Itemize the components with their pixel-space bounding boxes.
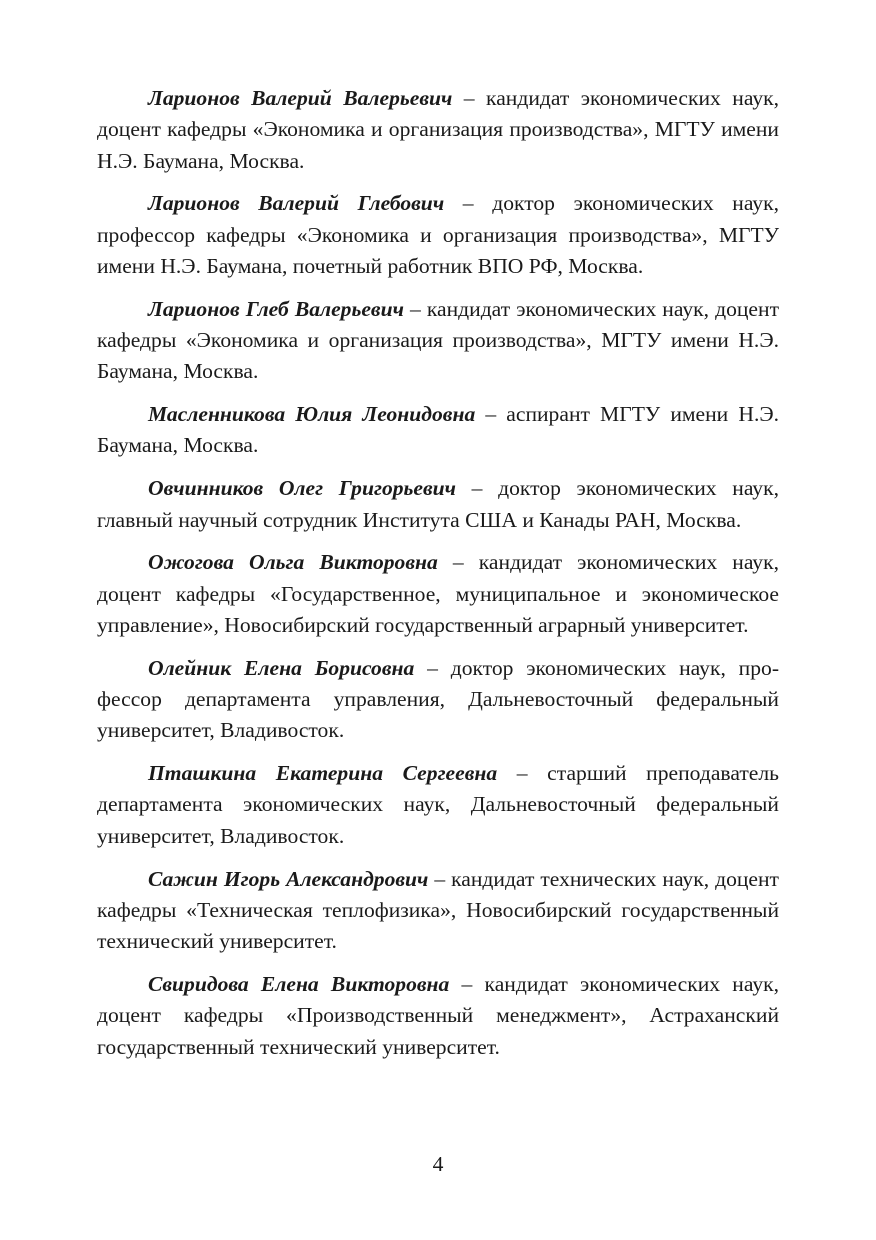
author-name: Масленникова Юлия Леонидовна <box>148 402 476 427</box>
author-description: – старший преподаватель департамента экономических наук, Дальневосточный федеральный университет, Владивосток. <box>97 761 779 848</box>
author-entry <box>97 969 779 1063</box>
author-name: Сажин Игорь Александрович <box>148 866 429 891</box>
author-description: – доктор экономических наук, профессор департамента управления, Дальневосточный федеральный университет, Владивосток. <box>97 655 780 743</box>
author-entry <box>97 399 779 462</box>
author-name: Пташкина Екатерина Сергеевна <box>148 761 498 786</box>
author-list <box>97 83 779 1074</box>
author-entry <box>97 758 779 852</box>
author-description: – кандидат технических наук, доцент кафедры «Техническая теплофизика», Новосибирский государственный технический университет. <box>97 866 779 954</box>
author-description: – доктор экономических наук, главный научный сотрудник Института США и Канады РАН, Москва. <box>97 476 779 532</box>
author-description: – кандидат экономических наук, доцент кафедры «Производственный менеджмент», Астраханский государственный технический университет. <box>97 971 780 1059</box>
author-name: Ларионов Валерий Валерьевич <box>148 86 453 110</box>
author-description: – аспирант МГТУ имени Н.Э. Баумана, Москва. <box>97 402 780 458</box>
author-entry <box>97 473 779 536</box>
author-entry <box>97 653 779 747</box>
page-number: 4 <box>432 1152 444 1176</box>
author-name: Свиридова Елена Викторовна <box>148 971 450 996</box>
author-name: Ожогова Ольга Викторовна <box>148 550 438 575</box>
author-entry <box>97 547 779 641</box>
author-entry <box>97 294 779 388</box>
author-name: Ларионов Глеб Валерьевич <box>148 296 404 321</box>
author-name: Овчинников Олег Григорьевич <box>148 476 456 501</box>
author-name: Ларионов Валерий Глебович <box>148 191 445 216</box>
author-entry <box>97 864 779 958</box>
author-description: – кандидат экономических наук, доцент кафедры «Государственное, муниципальное и экономическое управление», Новосибирский государственный аграрный университет. <box>97 550 779 637</box>
author-entry <box>97 188 779 282</box>
author-name: Олейник Елена Борисовна <box>148 655 415 680</box>
author-description: – кандидат экономических наук, доцент кафедры «Экономика и организация производства», МГТУ имени Н.Э. Баумана, Москва. <box>97 86 780 173</box>
author-entry <box>97 83 779 177</box>
author-description: – доктор экономических наук, профессор кафедры «Экономика и организация производства», МГТУ имени Н.Э. Баумана, почетный работник ВПО РФ, Москва. <box>97 191 779 278</box>
author-description: – кандидат экономических наук, доцент кафедры «Экономика и организация производства», МГТУ имени Н.Э. Баумана, Москва. <box>97 296 780 384</box>
